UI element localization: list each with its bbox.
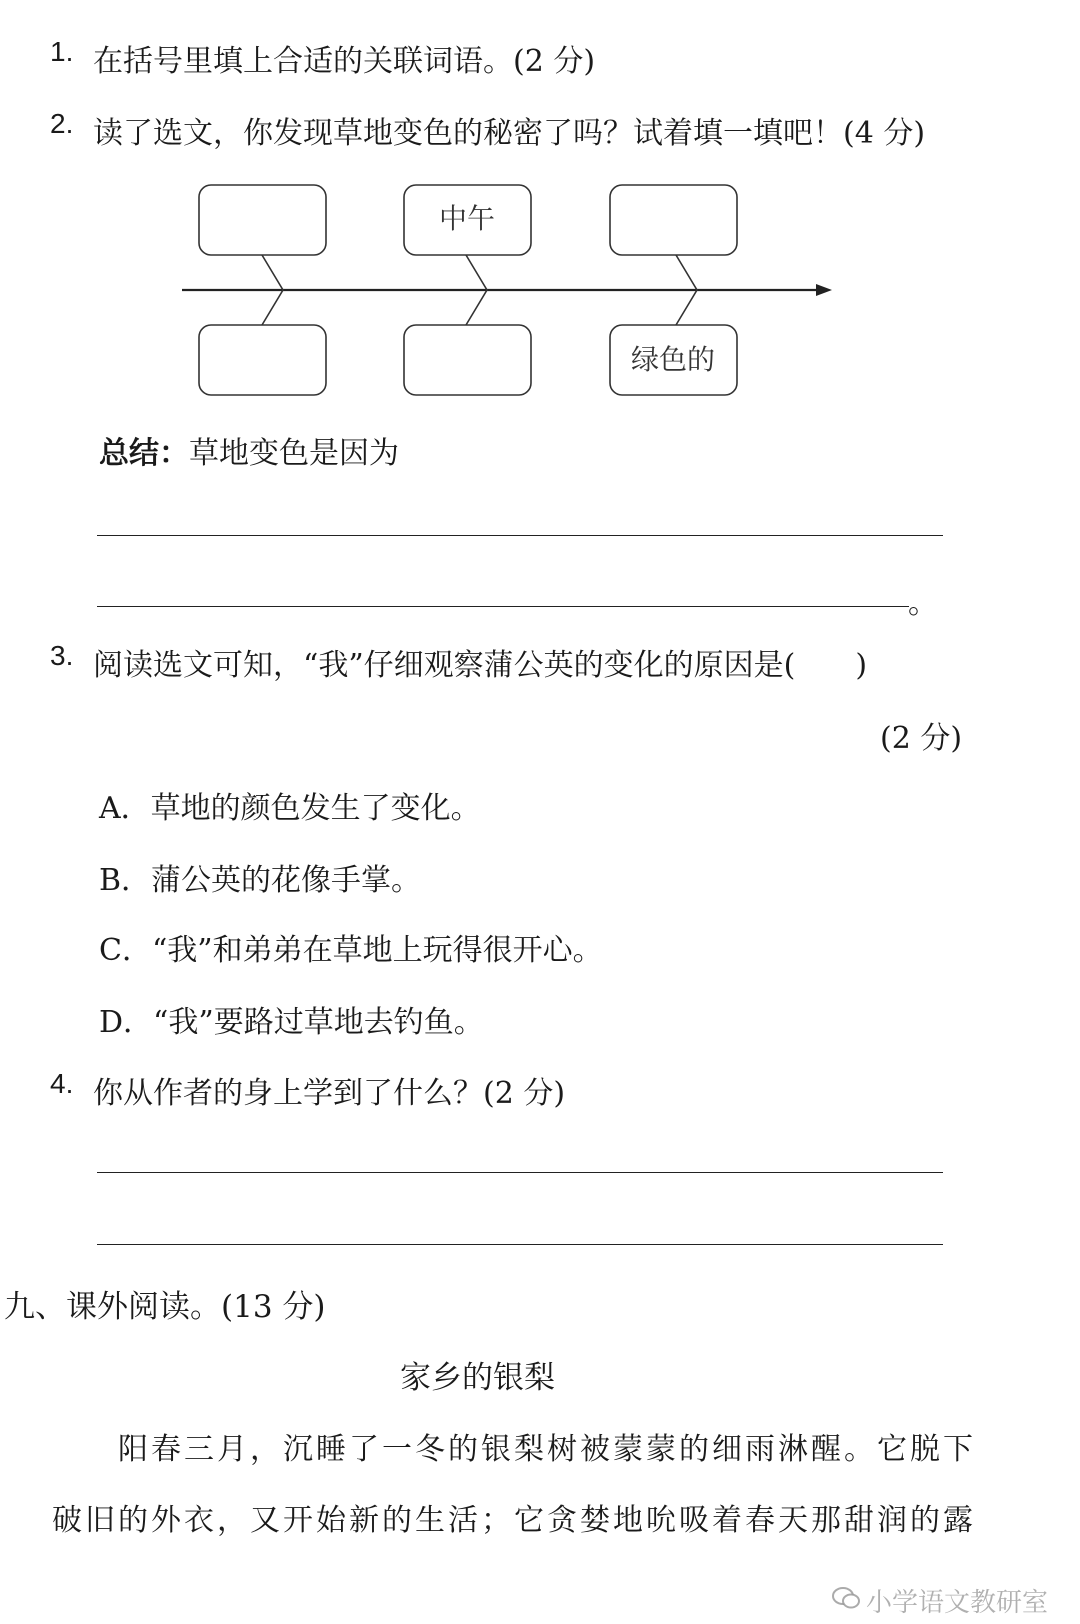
- diagram-label-top-2: 中午: [438, 202, 496, 235]
- option-b[interactable]: B．蒲公英的花像手掌。: [99, 863, 422, 898]
- diagram-box-bottom-1: [199, 325, 326, 395]
- answer-line-2[interactable]: [97, 606, 909, 607]
- answer-line-1[interactable]: [97, 535, 943, 536]
- question-2-number: 2.: [50, 108, 74, 139]
- question-1-text: 在括号里填上合适的关联词语。(2 分): [93, 44, 596, 79]
- question-3-text: 阅读选文可知，“我”仔细观察蒲公英的变化的原因是( ): [93, 648, 868, 683]
- question-1-number: 1.: [50, 36, 74, 67]
- answer-line-end-mark: 。: [908, 586, 938, 621]
- answer-line-4[interactable]: [97, 1244, 943, 1245]
- summary-text: 草地变色是因为: [189, 436, 399, 471]
- wechat-icon: [832, 1586, 860, 1610]
- question-4-number: 4.: [50, 1068, 74, 1099]
- question-2-text: 读了选文，你发现草地变色的秘密了吗？试着填一填吧！(4 分): [93, 116, 926, 151]
- reading-paragraph-line-2: 破旧的外衣，又开始新的生活；它贪婪地吮吸着春天那甜润的露: [52, 1503, 976, 1538]
- question-3-number: 3.: [50, 640, 74, 671]
- diagram-box-top-1: [199, 185, 326, 255]
- answer-line-3[interactable]: [97, 1172, 943, 1173]
- diagram-box-top-3: [610, 185, 737, 255]
- summary-line: [99, 428, 399, 472]
- diagram-box-bottom-2: [404, 325, 531, 395]
- section-heading: 九、课外阅读。(13 分): [4, 1289, 326, 1325]
- option-c[interactable]: C．“我”和弟弟在草地上玩得很开心。: [99, 933, 603, 968]
- fishbone-diagram: [170, 180, 850, 405]
- reading-title: 家乡的银梨: [400, 1360, 555, 1396]
- option-a[interactable]: A．草地的颜色发生了变化。: [99, 791, 481, 826]
- summary-label: 总结：: [99, 436, 189, 471]
- reading-paragraph-line-1: 阳春三月，沉睡了一冬的银梨树被蒙蒙的细雨淋醒。它脱下: [118, 1432, 976, 1467]
- arrow-head-icon: [816, 284, 832, 296]
- option-d[interactable]: D．“我”要路过草地去钓鱼。: [99, 1005, 484, 1040]
- question-4-text: 你从作者的身上学到了什么？(2 分): [93, 1076, 566, 1111]
- question-3-score: (2 分): [880, 721, 963, 756]
- diagram-label-bottom-3: 绿色的: [630, 343, 716, 376]
- watermark-text: 小学语文教研室: [866, 1588, 1049, 1618]
